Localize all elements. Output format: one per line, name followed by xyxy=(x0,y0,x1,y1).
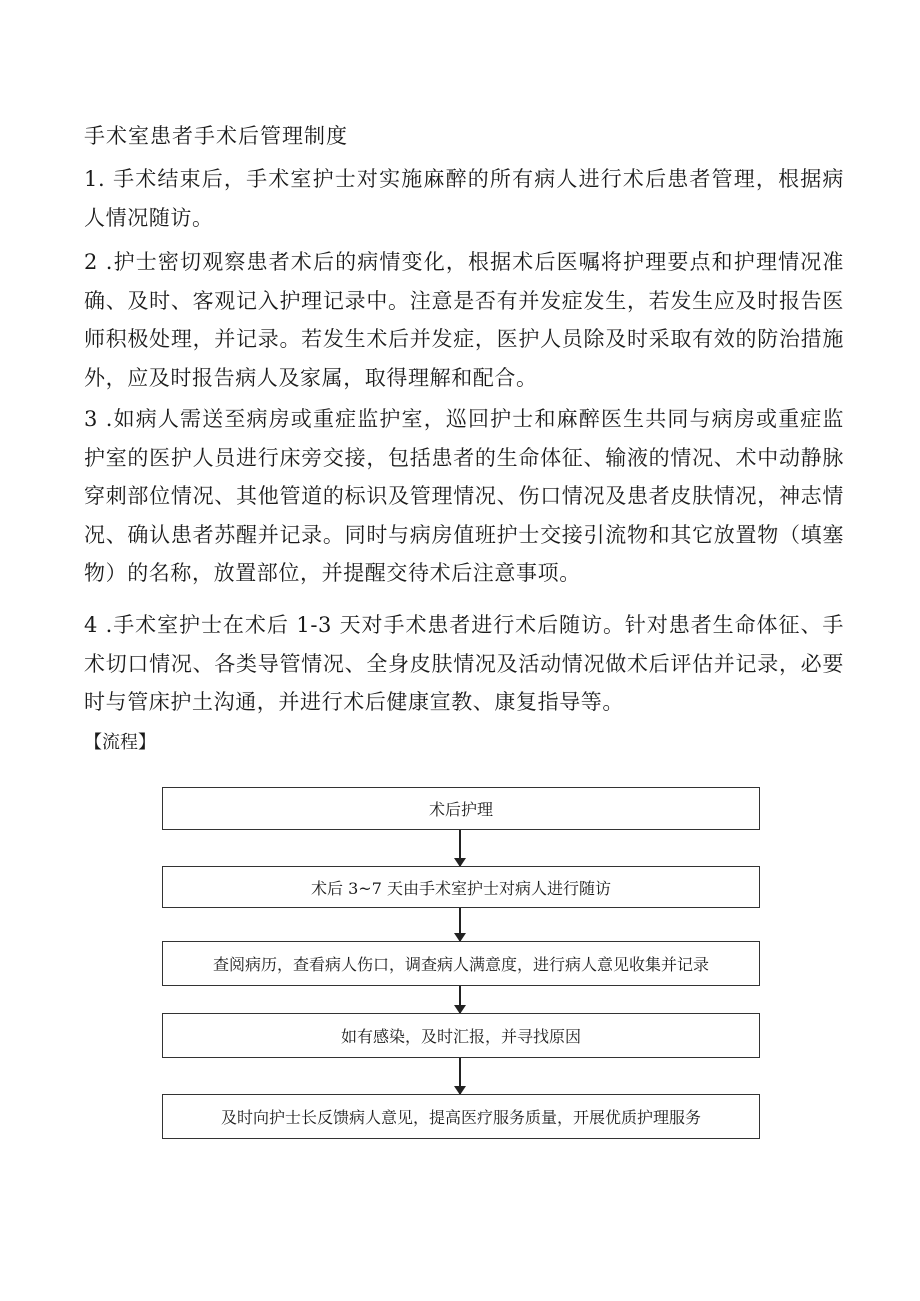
paragraph-4: 4 .手术室护士在术后 1-3 天对手术患者进行术后随访。针对患者生命体征、手术切口情况、各类导管情况、全身皮肤情况及活动情况做术后评估并记录，必要时与管床护土沟通，并进行术后健康宣教、康复指导等。 xyxy=(84,613,844,714)
flow-step-3: 查阅病历，查看病人伤口，调查病人满意度，进行病人意见收集并记录 xyxy=(162,941,760,986)
paragraph-2: 2 .护士密切观察患者术后的病情变化，根据术后医嘱将护理要点和护理情况准确、及时、客观记入护理记录中。注意是否有并发症发生，若发生应及时报告医师积极处理，并记录。若发生术后并发症，医护人员除及时采取有效的防治措施外，应及时报告病人及家属，取得理解和配合。 xyxy=(84,250,844,390)
flow-step-5: 及时向护士长反馈病人意见，提高医疗服务质量，开展优质护理服务 xyxy=(162,1094,760,1139)
flow-step-4: 如有感染，及时汇报，并寻找原因 xyxy=(162,1013,760,1058)
flow-arrow-3 xyxy=(459,986,461,1013)
flow-arrow-1 xyxy=(459,830,461,866)
flow-arrow-4 xyxy=(459,1058,461,1094)
paragraph-1: 1. 手术结束后，手术室护士对实施麻醉的所有病人进行术后患者管理，根据病人情况随访。 xyxy=(84,167,844,230)
document-title: 手术室患者手术后管理制度 xyxy=(84,124,348,148)
flow-heading: 【流程】 xyxy=(84,732,156,753)
paragraph-3: 3 .如病人需送至病房或重症监护室，巡回护士和麻醉医生共同与病房或重症监护室的医护人员进行床旁交接，包括患者的生命体征、输液的情况、术中动静脉穿刺部位情况、其他管道的标识及管理情况、伤口情况及患者皮肤情况，神志情况、确认患者苏醒并记录。同时与病房值班护士交接引流物和其它放置物（填塞物）的名称，放置部位，并提醒交待术后注意事项。 xyxy=(84,407,844,585)
flow-step-2: 术后 3~7 天由手术室护士对病人进行随访 xyxy=(162,866,760,908)
flow-step-1: 术后护理 xyxy=(162,787,760,830)
flow-arrow-2 xyxy=(459,908,461,941)
